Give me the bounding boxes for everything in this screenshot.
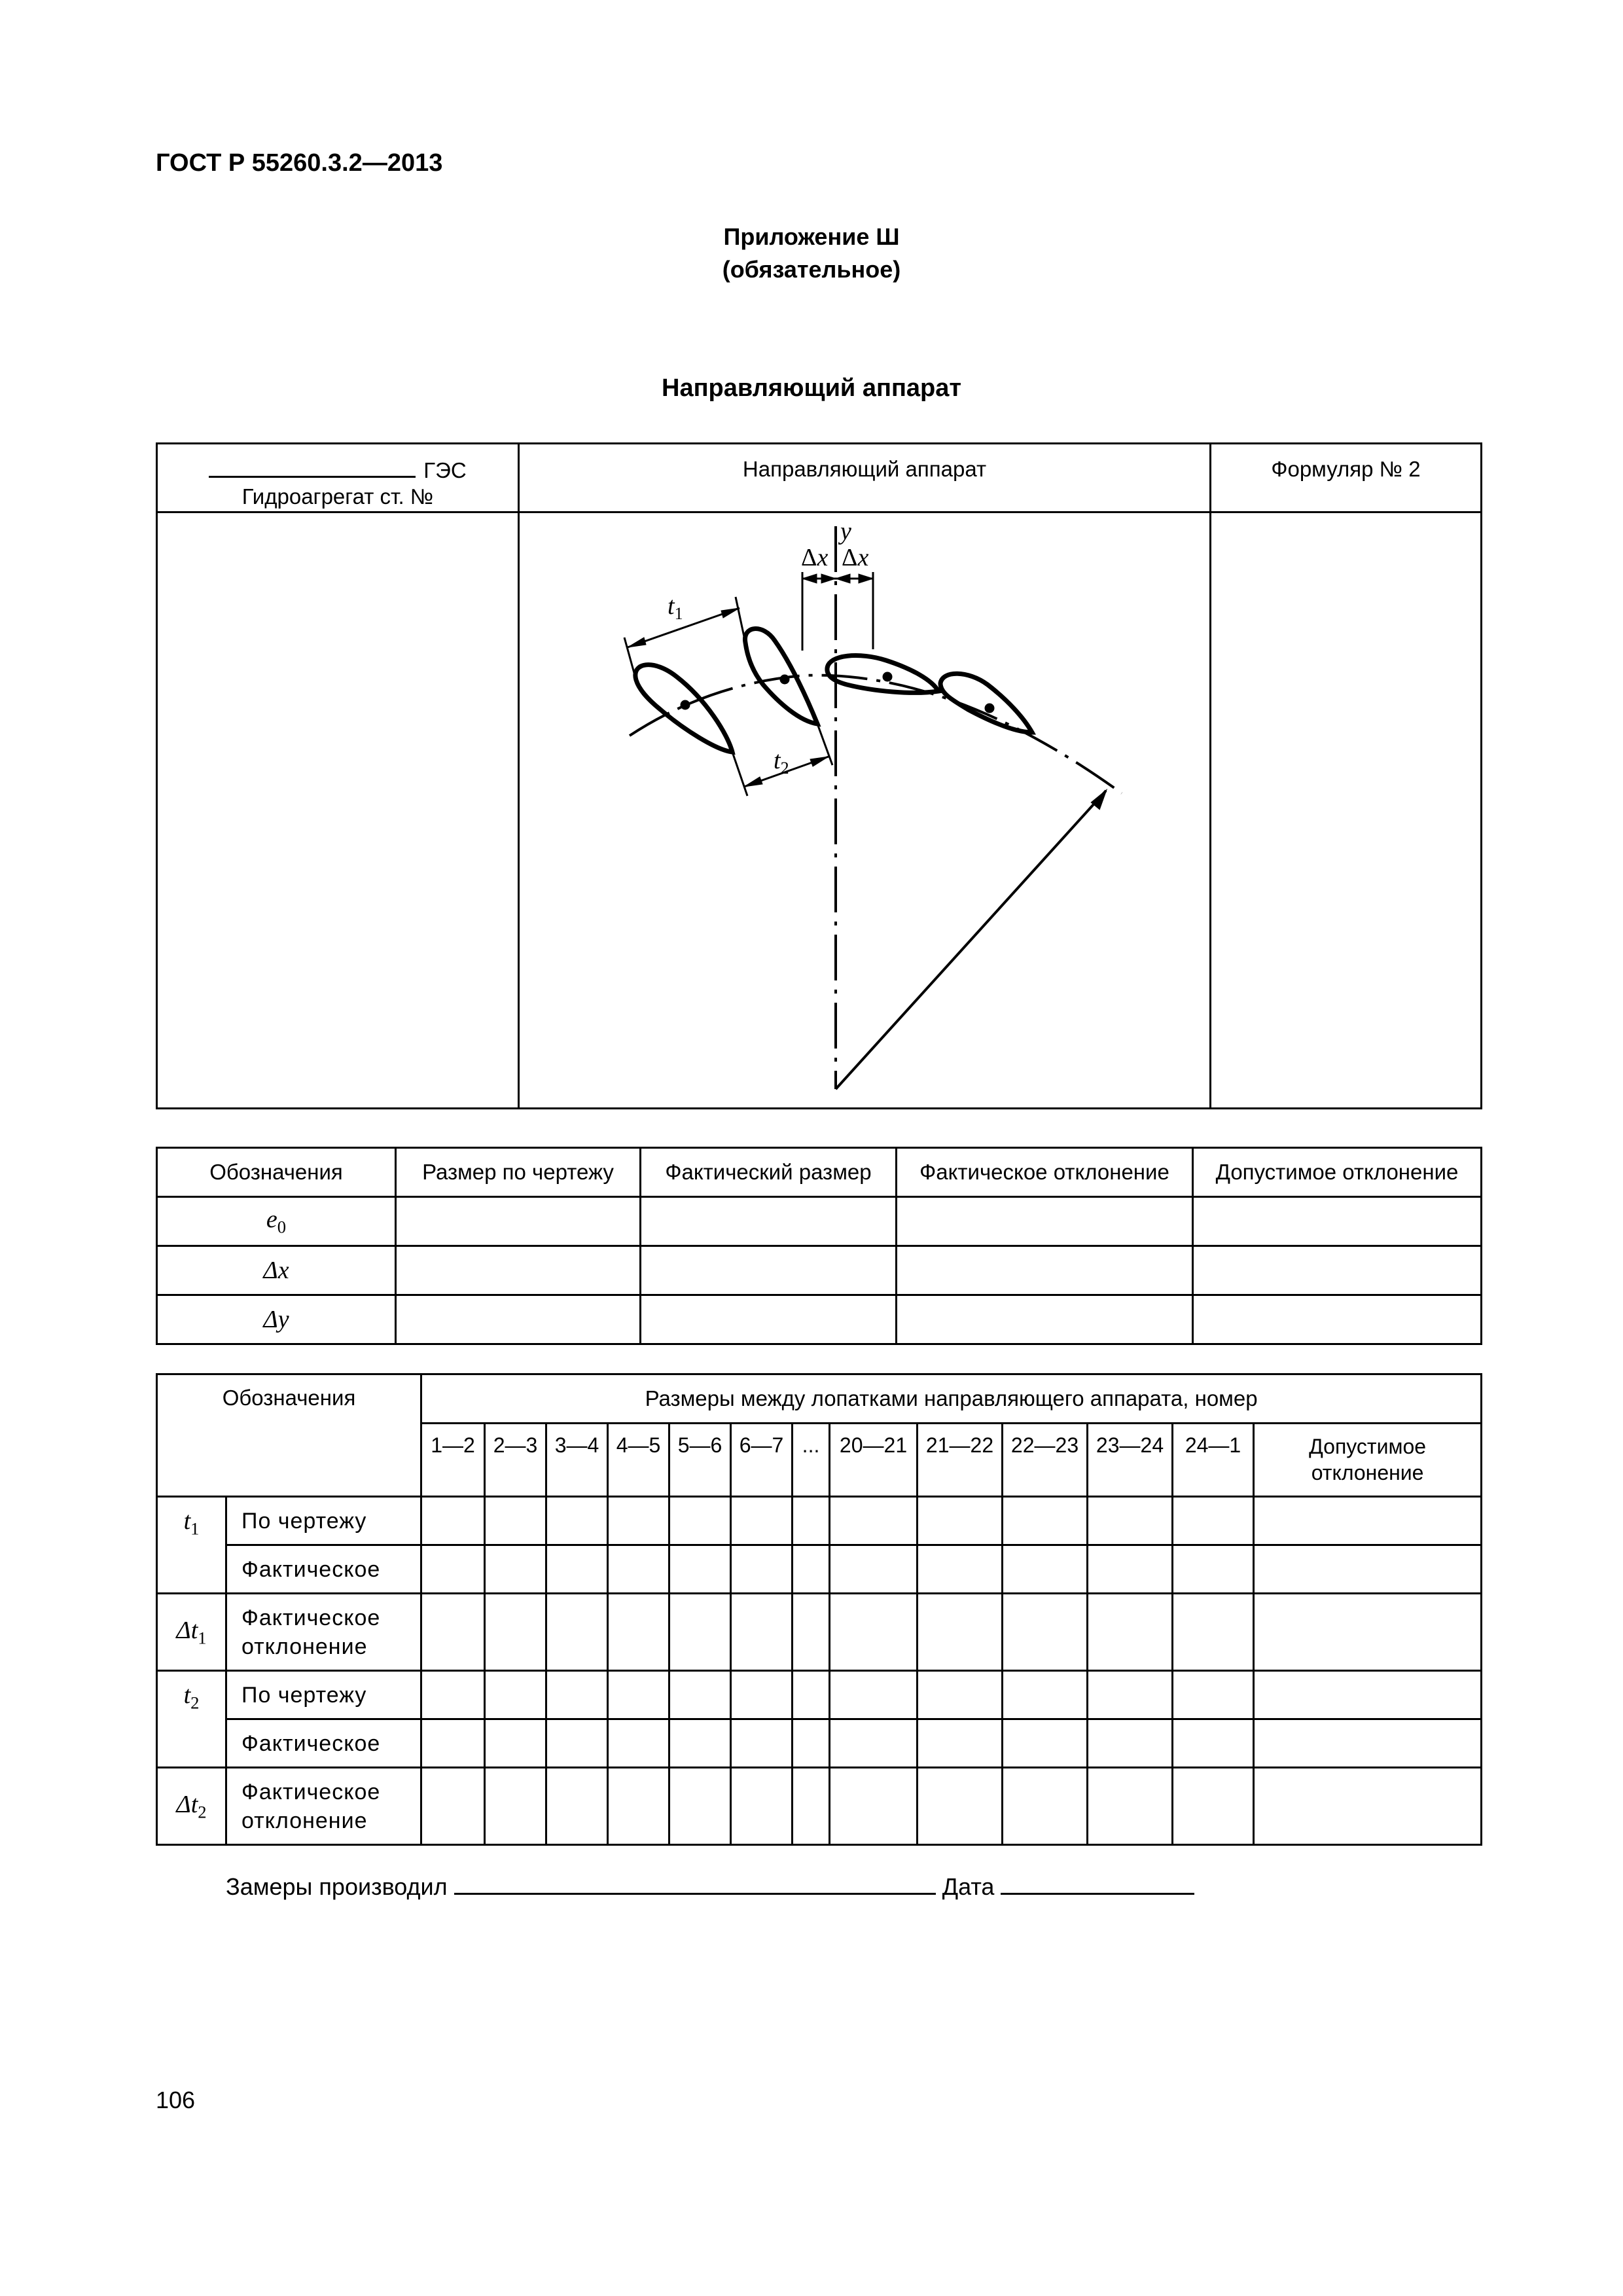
t2-arrow-right [810,757,829,766]
spacing-cell[interactable] [1088,1719,1173,1768]
spacing-cell[interactable] [793,1768,830,1845]
spacing-cell[interactable] [669,1594,731,1671]
spacing-cell[interactable] [546,1545,608,1594]
col-23-24: 23—24 [1088,1424,1173,1497]
spacing-cell[interactable] [1088,1671,1173,1719]
dev-header-allowed-deviation: Допустимое отклонение [1193,1148,1482,1197]
spacing-cell[interactable] [546,1719,608,1768]
col-2-3: 2—3 [485,1424,546,1497]
col-20-21: 20—21 [830,1424,918,1497]
spacing-cell[interactable] [1003,1768,1088,1845]
spacing-header-symbol: Обозначения [157,1374,421,1497]
spacing-cell[interactable] [421,1768,485,1845]
spacing-cell[interactable] [793,1545,830,1594]
spacing-cell[interactable] [918,1594,1003,1671]
guide-vane-drawing [520,513,1211,1107]
measured-by-blank[interactable] [454,1871,936,1895]
col-5-6: 5—6 [669,1424,731,1497]
spacing-cell[interactable] [1003,1594,1088,1671]
dev-cell[interactable] [396,1197,641,1246]
dev-row-dx-symbol: Δx [157,1246,396,1295]
spacing-cell[interactable] [421,1719,485,1768]
appendix-status: (обязательное) [722,256,901,283]
vane-1-pivot [681,700,690,709]
dx-arrow-right-b [859,574,873,583]
component-title: Направляющий аппарат [742,457,987,481]
signature-line [226,1871,1194,1901]
dev-header-actual-size: Фактический размер [641,1148,897,1197]
col-4-5: 4—5 [608,1424,669,1497]
spacing-cell[interactable] [1003,1545,1088,1594]
spacing-cell[interactable] [793,1594,830,1671]
appendix-title: Приложение Ш [723,223,900,250]
row-t1-actual: Фактическое [226,1545,421,1594]
spacing-cell[interactable] [1173,1719,1254,1768]
t2-extension-left [732,752,747,796]
spacing-cell[interactable] [485,1545,546,1594]
pitch-arc [630,675,1122,793]
spacing-cell[interactable] [793,1671,830,1719]
unit-label: Гидроагрегат ст. № [241,484,434,509]
spacing-cell[interactable] [918,1671,1003,1719]
form-label: Формуляр № 2 [1271,457,1421,481]
vane-4-pivot [985,704,994,713]
spacing-cell[interactable] [608,1497,669,1545]
spacing-cell[interactable] [731,1768,793,1845]
spacing-cell[interactable] [918,1545,1003,1594]
vane-3 [827,656,938,693]
col-3-4: 3—4 [546,1424,608,1497]
t2-arrow-left [744,777,762,787]
y-axis-label: y [840,518,851,545]
dev-row-dy-symbol: Δy [157,1295,396,1344]
spacing-cell[interactable] [608,1719,669,1768]
dev-cell[interactable] [641,1295,897,1344]
spacing-cell[interactable] [546,1671,608,1719]
station-cell [157,444,519,512]
col-6-7: 6—7 [731,1424,793,1497]
spacing-cell[interactable] [421,1545,485,1594]
spacing-cell[interactable] [731,1594,793,1671]
spacing-cell[interactable] [546,1594,608,1671]
dev-cell[interactable] [396,1295,641,1344]
empty-right-cell [1211,512,1482,1109]
radius-arrowhead [1092,791,1106,809]
page-number: 106 [156,2087,196,2113]
dx-label-right: Δx [842,544,869,571]
spacing-cell[interactable] [421,1671,485,1719]
spacing-cell[interactable] [1003,1719,1088,1768]
spacing-cell[interactable] [731,1719,793,1768]
spacing-table [156,1373,1482,1846]
spacing-cell[interactable] [485,1497,546,1545]
spacing-cell[interactable] [830,1497,918,1545]
dev-cell[interactable] [1193,1197,1482,1246]
spacing-cell[interactable] [1254,1594,1482,1671]
spacing-cell[interactable] [1088,1768,1173,1845]
station-name-blank[interactable] [209,456,416,478]
spacing-cell[interactable] [546,1768,608,1845]
component-cell [519,444,1211,512]
t1-arrow-left [628,637,646,647]
spacing-header-main: Размеры между лопатками направляющего аппарата, номер [421,1374,1482,1424]
spacing-cell[interactable] [1003,1671,1088,1719]
t2-label: $t_2$ [774,747,789,778]
date-blank[interactable] [1001,1871,1194,1895]
spacing-cell[interactable] [830,1768,918,1845]
spacing-cell[interactable] [669,1768,731,1845]
deviation-table [156,1147,1482,1345]
col-24-1: 24—1 [1173,1424,1254,1497]
dx-label-left: Δx [801,544,829,571]
row-t2-actual: Фактическое [226,1719,421,1768]
dx-arrow-left-b [821,574,836,583]
spacing-cell[interactable] [485,1671,546,1719]
dev-cell[interactable] [897,1197,1193,1246]
spacing-cell[interactable] [1254,1719,1482,1768]
row-t1-symbol: $t_1$ [157,1497,226,1594]
row-t2-symbol: $t_2$ [157,1671,226,1768]
station-suffix: ГЭС [423,458,467,482]
spacing-cell[interactable] [918,1768,1003,1845]
col-tolerance: Допустимое отклонение [1254,1424,1482,1497]
measured-by-label: Замеры производил [226,1873,448,1900]
spacing-cell[interactable] [793,1497,830,1545]
spacing-cell[interactable] [485,1594,546,1671]
dev-header-symbol: Обозначения [157,1148,396,1197]
spacing-cell[interactable] [830,1594,918,1671]
vane-2-pivot [780,675,789,684]
spacing-cell[interactable] [1003,1497,1088,1545]
spacing-cell[interactable] [1254,1671,1482,1719]
empty-left-cell [157,512,519,1109]
spacing-cell[interactable] [1173,1768,1254,1845]
spacing-cell[interactable] [1254,1545,1482,1594]
dev-cell[interactable] [641,1246,897,1295]
col-22-23: 22—23 [1003,1424,1088,1497]
spacing-cell[interactable] [731,1545,793,1594]
spacing-cell[interactable] [1173,1497,1254,1545]
dev-cell[interactable] [1193,1246,1482,1295]
document-header: ГОСТ Р 55260.3.2—2013 [156,149,443,177]
form-table [156,442,1482,1109]
t1-arrow-right [721,608,740,618]
col-1-2: 1—2 [421,1424,485,1497]
dev-cell[interactable] [641,1197,897,1246]
spacing-cell[interactable] [793,1719,830,1768]
spacing-cell[interactable] [1173,1671,1254,1719]
form-number-cell [1211,444,1482,512]
date-label: Дата [942,1873,995,1900]
spacing-cell[interactable] [1254,1768,1482,1845]
spacing-cell[interactable] [421,1497,485,1545]
spacing-cell[interactable] [1173,1594,1254,1671]
dx-arrow-right-a [836,574,850,583]
spacing-cell[interactable] [669,1497,731,1545]
spacing-cell[interactable] [918,1497,1003,1545]
spacing-cell[interactable] [608,1545,669,1594]
dx-arrow-left-a [802,574,817,583]
spacing-cell[interactable] [1173,1545,1254,1594]
section-title: Направляющий аппарат [662,374,961,402]
col-ellipsis: ... [793,1424,830,1497]
vane-3-pivot [883,672,892,681]
row-dt1-symbol: $\Delta t_1$ [157,1594,226,1671]
row-dt1-actual-deviation: Фактическое отклонение [226,1594,421,1671]
spacing-cell[interactable] [1088,1594,1173,1671]
spacing-cell[interactable] [669,1671,731,1719]
dev-cell[interactable] [897,1295,1193,1344]
spacing-cell[interactable] [830,1545,918,1594]
spacing-cell[interactable] [608,1768,669,1845]
dev-cell[interactable] [1193,1295,1482,1344]
spacing-cell[interactable] [1254,1497,1482,1545]
spacing-cell[interactable] [1088,1497,1173,1545]
spacing-cell[interactable] [731,1497,793,1545]
spacing-cell[interactable] [918,1719,1003,1768]
dev-cell[interactable] [897,1246,1193,1295]
drawing-cell [519,512,1211,1109]
dev-row-e0-symbol: $e_0$ [157,1197,396,1246]
row-t2-by-drawing: По чертежу [226,1671,421,1719]
spacing-cell[interactable] [421,1594,485,1671]
spacing-cell[interactable] [669,1545,731,1594]
col-21-22: 21—22 [918,1424,1003,1497]
spacing-cell[interactable] [830,1719,918,1768]
row-dt2-actual-deviation: Фактическое отклонение [226,1768,421,1845]
spacing-cell[interactable] [485,1768,546,1845]
dev-header-drawing-size: Размер по чертежу [396,1148,641,1197]
dev-cell[interactable] [396,1246,641,1295]
spacing-cell[interactable] [608,1594,669,1671]
spacing-cell[interactable] [608,1671,669,1719]
t1-extension-right [736,597,745,643]
t1-label: $t_1$ [668,592,683,623]
spacing-cell[interactable] [669,1719,731,1768]
row-dt2-symbol: $\Delta t_2$ [157,1768,226,1845]
row-t1-by-drawing: По чертежу [226,1497,421,1545]
vane-4 [940,673,1032,732]
spacing-cell[interactable] [731,1671,793,1719]
spacing-cell[interactable] [485,1719,546,1768]
spacing-cell[interactable] [830,1671,918,1719]
spacing-cell[interactable] [546,1497,608,1545]
radius-line [836,791,1106,1089]
dev-header-actual-deviation: Фактическое отклонение [897,1148,1193,1197]
spacing-cell[interactable] [1088,1545,1173,1594]
